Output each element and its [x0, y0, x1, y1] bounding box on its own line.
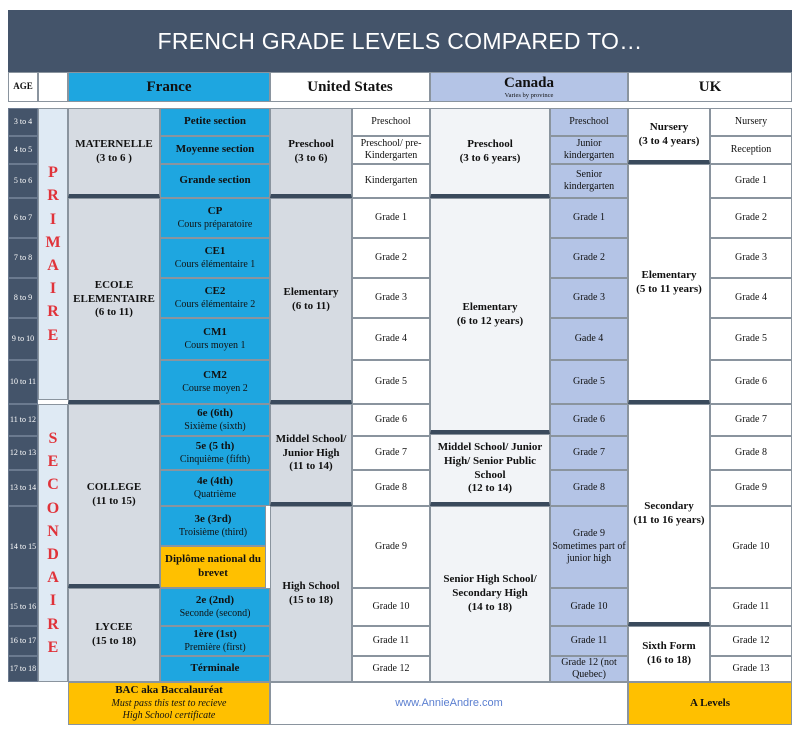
page-title: FRENCH GRADE LEVELS COMPARED TO… — [8, 10, 792, 72]
level-desc: Course moyen 2 — [182, 382, 248, 394]
us-group-preschool — [270, 108, 352, 198]
group-range: (3 to 6 ) — [96, 151, 132, 164]
group-range: (16 to 18) — [647, 654, 691, 666]
level-name: CE1 — [204, 244, 226, 257]
uk-grade-cell: Grade 13 — [710, 656, 792, 682]
france-group-college — [68, 404, 160, 588]
france-level-cell — [160, 164, 270, 198]
canada-grade-cell: Grade 6 — [550, 404, 628, 436]
vertical-letter: A — [47, 569, 59, 587]
bac-line2: High School certificate — [122, 710, 216, 722]
us-grade-cell: Grade 9 — [352, 506, 430, 588]
us-grade-cell: Grade 1 — [352, 198, 430, 238]
level-desc: Cours moyen 1 — [184, 339, 246, 351]
group-range: (14 to 18) — [468, 600, 512, 613]
level-desc: Seconde (second) — [179, 607, 251, 619]
uk-grade-cell: Reception — [710, 136, 792, 164]
group-name: Preschool — [288, 137, 334, 150]
level-name: 5e (5 th) — [195, 439, 235, 452]
uk-grade-cell: Grade 12 — [710, 626, 792, 656]
level-desc: Cours élémentaire 2 — [174, 298, 256, 310]
group-name: Senior High School/ Secondary High — [443, 573, 537, 600]
group-name: LYCEE — [95, 621, 133, 634]
vertical-letter: S — [48, 430, 58, 448]
france-level-cell — [160, 506, 266, 546]
group-range: (15 to 18) — [289, 594, 333, 606]
uk-grade-cell: Grade 9 — [710, 470, 792, 506]
vertical-letter: I — [49, 280, 57, 298]
level-desc: Cinquième (fifth) — [179, 453, 251, 465]
us-grade-cell: Grade 6 — [352, 404, 430, 436]
vertical-letter: N — [47, 522, 59, 540]
age-cell: 9 to 10 — [8, 318, 38, 360]
footer-age-spacer — [8, 682, 68, 725]
france-level-cell — [160, 626, 270, 656]
group-name: Sixth Form — [642, 640, 696, 653]
age-cell: 7 to 8 — [8, 238, 38, 278]
header-spacer — [38, 72, 68, 102]
canada-header-note: Varies by province — [504, 92, 554, 100]
bac-title: BAC aka Baccalauréat — [115, 684, 223, 697]
group-name: Nursery — [649, 120, 689, 133]
us-group-elementary — [270, 198, 352, 404]
us-grade-cell: Grade 4 — [352, 318, 430, 360]
canada-grade-cell: Preschool — [550, 108, 628, 136]
france-level-cell — [160, 656, 270, 682]
group-name: Preschool — [467, 137, 513, 150]
age-cell: 15 to 16 — [8, 588, 38, 626]
group-range: (3 to 6) — [294, 151, 328, 164]
canada-grade-cell: Gade 4 — [550, 318, 628, 360]
uk-grade-cell: Grade 2 — [710, 198, 792, 238]
group-range: (3 to 6 years) — [459, 151, 521, 164]
group-name: ECOLE ELEMENTAIRE — [73, 278, 155, 305]
website-link[interactable]: www.AnnieAndre.com — [270, 682, 628, 725]
vertical-letter: E — [47, 638, 59, 656]
age-header: AGE — [8, 72, 38, 102]
uk-grade-cell: Grade 6 — [710, 360, 792, 404]
level-name: Grande section — [179, 174, 251, 187]
level-name: 2e (2nd) — [195, 593, 235, 606]
us-grade-cell: Grade 12 — [352, 656, 430, 682]
uk-group-sixth-form — [628, 626, 710, 682]
group-name: Middel School/ Junior High — [275, 432, 347, 459]
france-level-cell — [160, 318, 270, 360]
uk-grade-cell: Grade 11 — [710, 588, 792, 626]
level-name: 1ère (1st) — [193, 627, 237, 640]
vertical-letter: I — [49, 210, 57, 228]
age-cell: 16 to 17 — [8, 626, 38, 656]
france-header: France — [68, 72, 270, 102]
france-level-cell — [160, 278, 270, 318]
group-name: MATERNELLE — [75, 137, 153, 150]
vertical-letter: R — [47, 303, 59, 321]
france-level-cell — [160, 470, 270, 506]
vertical-letter: D — [47, 546, 59, 563]
age-cell: 11 to 12 — [8, 404, 38, 436]
us-grade-cell: Grade 8 — [352, 470, 430, 506]
level-desc: Quatrième — [193, 488, 237, 500]
uk-group-secondary — [628, 404, 710, 626]
france-level-cell — [160, 436, 270, 470]
us-grade-cell: Grade 3 — [352, 278, 430, 318]
brevet-cell: Diplôme national du brevet — [160, 546, 266, 588]
us-grade-cell: Grade 5 — [352, 360, 430, 404]
level-name: CM2 — [203, 368, 227, 381]
age-cell: 14 to 15 — [8, 506, 38, 588]
uk-grade-cell: Grade 1 — [710, 164, 792, 198]
canada-group-middle — [430, 434, 550, 506]
group-name: Elementary — [283, 285, 339, 298]
france-level-cell — [160, 198, 270, 238]
uk-group-nursery — [628, 108, 710, 164]
level-name: 3e (3rd) — [194, 512, 232, 525]
group-range: (15 to 18) — [92, 635, 136, 647]
us-group-middle — [270, 404, 352, 506]
uk-grade-cell: Grade 3 — [710, 238, 792, 278]
us-grade-cell: Grade 11 — [352, 626, 430, 656]
canada-group-high — [430, 506, 550, 682]
age-cell: 4 to 5 — [8, 136, 38, 164]
primaire-label — [38, 108, 68, 400]
level-name: 4e (4th) — [197, 474, 233, 487]
vertical-letter: C — [47, 476, 59, 494]
group-name: Elementary — [462, 300, 518, 313]
uk-header: UK — [628, 72, 792, 102]
france-level-cell — [160, 238, 270, 278]
us-grade-cell: Kindergarten — [352, 164, 430, 198]
canada-grade-cell: Grade 3 — [550, 278, 628, 318]
level-desc: Première (first) — [184, 641, 246, 653]
level-desc: Cours préparatoire — [177, 218, 253, 230]
level-desc: Troisième (third) — [178, 526, 248, 538]
canada-grade-cell: Junior kindergarten — [550, 136, 628, 164]
france-level-cell — [160, 588, 270, 626]
france-level-cell — [160, 360, 270, 404]
canada-header-label: Canada — [503, 74, 555, 91]
uk-group-elementary — [628, 164, 710, 404]
age-cell: 17 to 18 — [8, 656, 38, 682]
group-name: Elementary — [641, 268, 697, 281]
level-name: Moyenne section — [175, 143, 255, 156]
bac-cell — [68, 682, 270, 725]
age-cell: 6 to 7 — [8, 198, 38, 238]
level-name: Petite section — [184, 115, 246, 128]
primaire-letters — [45, 161, 60, 347]
vertical-letter: O — [46, 499, 60, 517]
us-grade-cell: Grade 7 — [352, 436, 430, 470]
us-header: United States — [270, 72, 430, 102]
vertical-letter: A — [47, 257, 59, 274]
vertical-letter: R — [47, 615, 59, 633]
group-range: (11 to 14) — [289, 460, 333, 473]
group-range: (11 to 16 years) — [633, 513, 705, 526]
canada-grade-cell: Grade 5 — [550, 360, 628, 404]
secondaire-label — [38, 404, 68, 682]
uk-grade-cell: Nursery — [710, 108, 792, 136]
a-levels-cell: A Levels — [628, 682, 792, 725]
france-group-elementaire — [68, 198, 160, 404]
uk-grade-cell: Grade 8 — [710, 436, 792, 470]
level-name: Términale — [190, 662, 240, 675]
vertical-letter: P — [48, 164, 58, 182]
uk-grade-cell: Grade 10 — [710, 506, 792, 588]
group-name: Middel School/ Junior High/ Senior Public School — [437, 441, 543, 481]
vertical-letter: R — [47, 187, 59, 205]
group-name: Secondary — [644, 499, 694, 512]
canada-grade-cell: Grade 12 (not Quebec) — [550, 656, 628, 682]
us-grade-cell: Grade 2 — [352, 238, 430, 278]
uk-grade-cell: Grade 7 — [710, 404, 792, 436]
canada-grade-cell: Senior kindergarten — [550, 164, 628, 198]
group-range: (3 to 4 years) — [638, 134, 700, 147]
vertical-letter: M — [45, 233, 61, 251]
group-range: (6 to 11) — [95, 306, 133, 319]
canada-grade-cell: Grade 11 — [550, 626, 628, 656]
age-cell: 13 to 14 — [8, 470, 38, 506]
level-name: CP — [207, 204, 223, 217]
age-cell: 10 to 11 — [8, 360, 38, 404]
us-grade-cell: Grade 10 — [352, 588, 430, 626]
level-name: CM1 — [203, 325, 227, 338]
france-level-cell — [160, 108, 270, 136]
vertical-letter: I — [49, 592, 57, 610]
canada-group-preschool — [430, 108, 550, 198]
group-range: (11 to 15) — [92, 494, 136, 507]
level-desc: Sixième (sixth) — [184, 420, 246, 432]
canada-header — [430, 72, 628, 102]
bac-line1: Must pass this test to recieve — [111, 697, 227, 709]
canada-grade-cell: Grade 8 — [550, 470, 628, 506]
group-range: (12 to 14) — [468, 482, 512, 495]
group-range: (6 to 11) — [292, 299, 330, 312]
level-name: 6e (6th) — [197, 406, 233, 419]
us-grade-cell: Preschool/ pre-Kindergarten — [352, 136, 430, 164]
age-cell: 12 to 13 — [8, 436, 38, 470]
age-cell: 5 to 6 — [8, 164, 38, 198]
vertical-letter: E — [47, 326, 59, 344]
france-group-maternelle — [68, 108, 160, 198]
canada-grade-cell: Grade 7 — [550, 436, 628, 470]
canada-grade-cell: Grade 2 — [550, 238, 628, 278]
group-name: High School — [282, 580, 340, 593]
secondaire-letters — [47, 427, 59, 659]
canada-grade-cell: Grade 9 Sometimes part of junior high — [550, 506, 628, 588]
us-group-high — [270, 506, 352, 682]
france-level-cell — [160, 136, 270, 164]
group-range: (6 to 12 years) — [456, 314, 524, 327]
level-name: CE2 — [204, 284, 226, 297]
level-desc: Cours élémentaire 1 — [174, 258, 256, 270]
age-cell: 3 to 4 — [8, 108, 38, 136]
age-cell: 8 to 9 — [8, 278, 38, 318]
group-name: COLLEGE — [86, 480, 142, 493]
us-grade-cell: Preschool — [352, 108, 430, 136]
canada-grade-cell: Grade 1 — [550, 198, 628, 238]
uk-grade-cell: Grade 5 — [710, 318, 792, 360]
vertical-letter: E — [47, 453, 59, 471]
canada-grade-cell: Grade 10 — [550, 588, 628, 626]
group-range: (5 to 11 years) — [636, 282, 702, 295]
uk-grade-cell: Grade 4 — [710, 278, 792, 318]
france-level-cell — [160, 404, 270, 436]
canada-group-elementary — [430, 198, 550, 434]
france-group-lycee — [68, 588, 160, 682]
